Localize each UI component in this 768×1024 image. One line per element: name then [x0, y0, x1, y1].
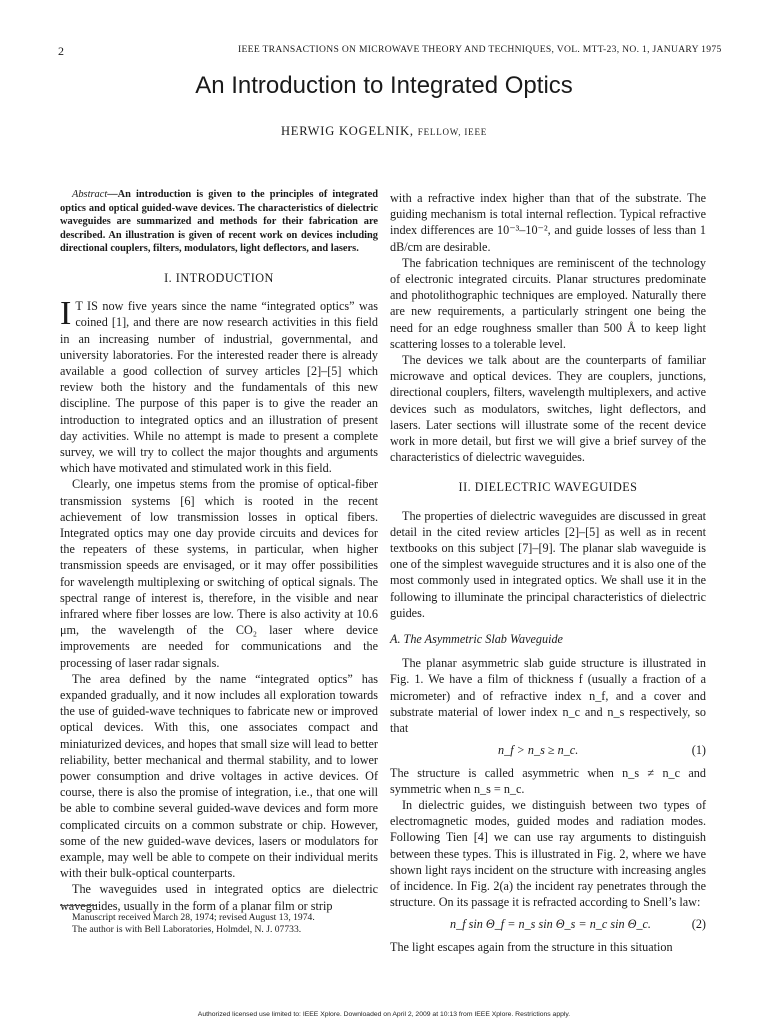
abstract-label: Abstract: [72, 189, 108, 200]
equation-number: (2): [691, 917, 706, 932]
paragraph: The light escapes again from the structure in this situation: [390, 939, 673, 954]
paragraph: The waveguides used in integrated optics are dielectric waveguides, usually in the form of a planar film or strip: [60, 882, 378, 913]
paragraph: In dielectric guides, we distinguish between two types of electromagnetic modes, guided modes and radiation modes. Following Tien [4] we can use ray arguments to distinguish between these types. This is illustrated in Fig. 2, where we have shown light rays incident on the structure with increasing angles of incidence. In Fig. 2(a) the incident ray penetrates through the structure. On its passage it is refracted according to Snell’s law:: [390, 797, 706, 910]
author-line: [0, 124, 768, 139]
footnotes: [60, 912, 378, 935]
right-column: [390, 190, 706, 955]
license-footer: Authorized licensed use limited to: IEEE Xplore. Downloaded on April 2, 2009 at 10:13 from IEEE Xplore. Restrictions apply.: [197, 1011, 571, 1018]
left-column: [60, 188, 378, 914]
paragraph: The fabrication techniques are reminiscent of the technology of electronic integrated circuits. Planar structures predominate and photolithographic techniques are employed. Naturally there are new requirements, a particularly stringent one being the need for an edge roughness smaller than 500 Å to keep light scattering losses to a tolerable level.: [390, 255, 706, 351]
footnote-rule: [60, 905, 96, 906]
equation-body: n_f sin Θ_f = n_s sin Θ_s = n_c sin Θ_c.: [450, 917, 651, 932]
paper-title: An Introduction to Integrated Optics: [195, 72, 573, 99]
paragraph: The devices we talk about are the counterparts of familiar microwave and optical devices. They are couplers, junctions, directional couplers, filters, wavelength multiplexers, and active devices such as modulators, switches, light deflectors, and lasers. Later sections will illustrate some of the recent device work in more detail, but first we will give a brief survey of the characteristics of dielectric waveguides.: [390, 353, 706, 465]
footnote-affiliation: The author is with Bell Laboratories, Holmdel, N. J. 07733.: [72, 923, 302, 935]
equation-2: [390, 916, 706, 932]
page-number: 2: [58, 44, 64, 58]
paragraph: The structure is called asymmetric when n_s ≠ n_c and symmetric when n_s = n_c.: [390, 765, 706, 796]
paragraph-text: T IS now five years since the name “integrated optics” was coined [1], and there are now research activities in this field in an increasing number of industrial, governmental, and university laboratories. For the interested reader there is already available a good collection of survey articles [2]–[5] which review both the history and the fundamentals of this new discipline. The purpose of this paper is to give the reader an introduction to integrated optics and an illustration of present day activities. While no attempt is made to present a complete survey, we will try to collect the major thoughts and arguments which have motivated and stimulated work in this field.: [60, 299, 378, 476]
subsection-heading: A. The Asymmetric Slab Waveguide: [390, 632, 563, 647]
paragraph: The properties of dielectric waveguides are discussed in great detail in the cited review articles [2]–[5] as well as in recent textbooks on this subject [7]–[9]. The planar slab waveguide is one of the simplest waveguide structures and it is also one of the most commonly used in integrated optics. We shall use it in the following to illuminate the principal characteristics of dielectric guides.: [390, 508, 706, 620]
paragraph: Clearly, one impetus stems from the promise of optical-fiber transmission systems [6] which is rooted in the recent achievement of low transmission losses in optical fibers. Integrated optics may one day provide circuits and devices for the repeaters of these systems, in particular, when higher transmission speeds are envisaged, or it may offer possibilities for wavelength multiplexing or switching of optical signals. The spectral range of interest is, therefore, in the visible and near infrared where fiber losses are low. There is also activity at 10.6 μm, the wavelength of the CO₂ laser where device improvements are needed for communications and the processing of laser radar signals.: [60, 477, 378, 670]
equation-1: [390, 742, 706, 758]
paragraph: with a refractive index higher than that of the substrate. The guiding mechanism is total internal reflection. Typical refractive index differences are 10⁻³–10⁻², and guide losses of less than 1 dB/cm are desirable.: [390, 191, 706, 254]
abstract-text: —An introduction is given to the principles of integrated optics and optical guided-wave devices. The characteristics of dielectric waveguides are summarized and methods for their fabrication are described. An illustration is given of recent work on devices including directional couplers, filters, modulators, light deflectors, and lasers.: [60, 189, 378, 255]
equation-number: (1): [691, 743, 706, 758]
section-heading-introduction: I. INTRODUCTION: [164, 270, 274, 285]
paragraph: [60, 295, 378, 476]
section-heading-dielectric-waveguides: II. DIELECTRIC WAVEGUIDES: [458, 480, 638, 495]
drop-cap: I: [60, 295, 72, 333]
author-name: HERWIG KOGELNIK,: [280, 124, 414, 138]
author-affiliation: FELLOW, IEEE: [417, 127, 488, 137]
running-head: IEEE TRANSACTIONS ON MICROWAVE THEORY AND TECHNIQUES, VOL. MTT-23, NO. 1, JANUARY 1975: [238, 44, 722, 55]
paragraph: The area defined by the name “integrated optics” has expanded gradually, and it now includes all exploration towards the use of guided-wave techniques to fabricate new or improved optical devices. With this, one associates compact and miniaturized devices, and hopes that small size will lead to better reliability, better mechanical and thermal stability, and to lower power consumption and drive voltages in active devices. Of course, there is also the promise of integration, i.e., that one will be able to combine several guided-wave devices and form more complicated circuits on a common substrate or chip. However, some of the new guided-wave devices, lasers or modulators for example, may well be able to compete on their individual merits with their bulk-optical counterparts.: [60, 671, 378, 881]
abstract: [60, 188, 378, 256]
paragraph: The planar asymmetric slab guide structure is illustrated in Fig. 1. We have a film of thickness f (usually a fraction of a micrometer) and of refractive index n_f, and a cover and substrate material of lower index n_c and n_s respectively, so that: [390, 656, 706, 736]
equation-body: n_f > n_s ≥ n_c.: [498, 743, 579, 758]
footnote-received: Manuscript received March 28, 1974; revised August 13, 1974.: [72, 912, 315, 923]
